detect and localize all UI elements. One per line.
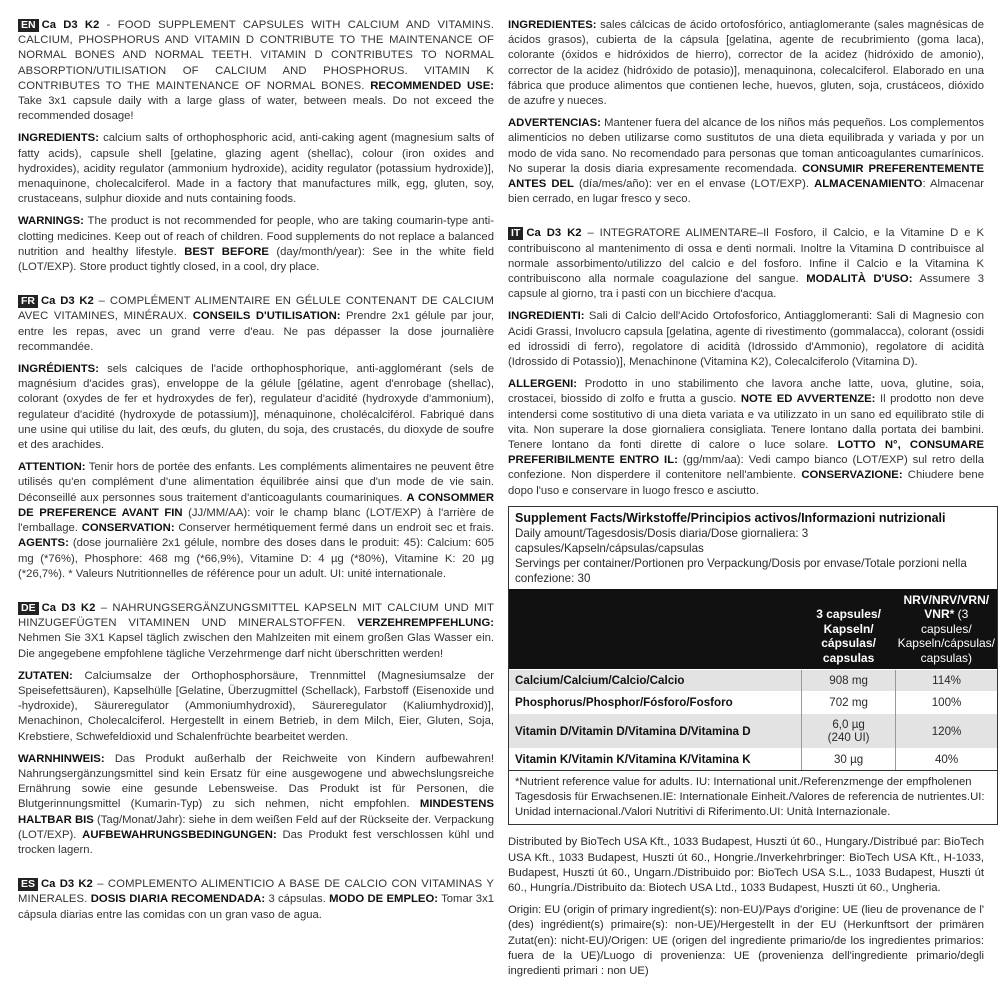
facts-header-amount: 3 capsules/ Kapseln/ cápsulas/ capsulas — [802, 589, 896, 670]
distributor-section — [508, 835, 984, 979]
en-ingredients-label: INGREDIENTS: — [18, 132, 99, 145]
es-use-label: MODO DE EMPLEO: — [329, 893, 438, 906]
en-warnings-paragraph — [18, 214, 494, 275]
it-warnings-label: NOTE ED AVVERTENZE: — [740, 393, 876, 406]
it-intro: – INTEGRATORE ALIMENTARE–Il Fosforo, il Calcio, e la Vitamine D e K contribuiscono al mantenimento di ossa e denti normali. Inoltre la Vitamina D contribuisce al normale assorbimento/utilizzo del calcio e del fosforo. Infine il Calcio e la Vitamina K contribuiscono alla normale coagulazione del sangue. — [508, 227, 984, 286]
es-ingredients-paragraph — [508, 18, 984, 109]
en-use-label: RECOMMENDED USE: — [370, 79, 494, 92]
it-use-text: Assumere 3 capsule al giorno, tra i pasti con un bicchiere d'acqua. — [508, 273, 985, 301]
fr-agents-text: (dose journalière 2x1 gélule, nombre des doses dans le produit: 45): Calcium: 605 mg (*76%), Phosphore: 468 mg (*66,9%), Vitamine D: 4 µg (*80%), Vitamine K: 20 µg (*26,7%). * Valeurs Nutritionnelles de référence pour un adult. UI: unité internationale. — [18, 537, 494, 580]
fr-ingredients-paragraph — [18, 362, 494, 453]
it-ingredients-text: Sali di Calcio dell'Acido Ortofosforico, Antiagglomeranti: Sali di Magnesio con Acidi Grassi, Involucro capsula [gelatina, agente di rivestimento (gommalacca), colorant (ossidi ed idrossidi di ferro), regolatore di acidità (Idrossido d'Ammonio), regolatore di acidità (Idrossido di Potassio)], Menachinone (Vitamina K2), Colecalciferolo (Vitamina D). — [508, 310, 984, 369]
es-warnings-paragraph — [508, 116, 984, 207]
table-row — [509, 692, 997, 714]
section-es — [508, 18, 984, 207]
de-use-text: Nehmen Sie 3X1 Kapsel täglich zwischen den Mahlzeiten mit einem großen Glas Wasser ein. Die angegebene empfohlene tägliche Verzehrmenge darf nicht überschritten werden! — [18, 632, 494, 660]
fr-conservation-text: Conserver hermétiquement fermé dans un endroit sec et frais. — [174, 522, 495, 535]
nutrient-amount-cell — [802, 714, 896, 749]
es-ingredients-text: sales cálcicas de ácido ortofosfórico, antiaglomerante (sales magnésicas de ácidos grasos), cubierta de la cápsula [gelatina, agente de recubrimiento (goma laca), colorante (óxidos e hidróxidos de hierro), corrector de la acidez (hidróxido de amonio), corrector de la acidez (hidróxido de potasio)], menaquinona, colecalciferol. Elaborado en una fábrica que produce alimentos que contienen leche, huevos, gluten, soja, crustáceos, dióxido de azufre y nueces. — [508, 19, 984, 108]
it-allergens-text: Prodotto in uno stabilimento che lavora anche latte, uova, glutine, soia, crostacei, biossido di zolfo e frutta a guscio. — [508, 378, 984, 406]
nutrient-amount: 702 mg — [802, 692, 896, 714]
es-intro-paragraph — [18, 877, 494, 923]
facts-title: Supplement Facts/Wirkstoffe/Principios activos/Informazioni nutrizionali — [515, 510, 946, 525]
lang-code-badge: DE — [18, 602, 39, 615]
fr-attention-text: Tenir hors de portée des enfants. Les compléments alimentaires ne peuvent être utilisés qu'en complément d'une alimentation équilibrée ainsi que d'un mode de vie sain. Déconseillé aux personnes sous traitement d'anticoagulants coumariniques. — [18, 461, 494, 504]
it-ingredients-paragraph — [508, 309, 984, 370]
es-dose-label: DOSIS DIARIA RECOMENDADA: — [90, 893, 266, 906]
nutrient-name: Vitamin D/Vitamin D/Vitamina D/Vitamina D — [509, 714, 802, 749]
origin-info: Origin: EU (origin of primary ingredient(s): non-EU)/Pays d'origine: UE (lieu de provenance de l' (des) ingrédient(s) primaire(s): non-UE)/Hergestellt in der EU (Herkunftsort der primären Zutat(en): nicht-EU)/Origen: UE (origen del ingrediente primario/de los ingredientes primarios: fuera de la UE)/Luogo di provenienza: UE (provenienza dell'ingrediente primario/degli ingredienti primari : non UE) — [508, 904, 984, 978]
product-name: Ca D3 K2 — [526, 227, 582, 240]
de-warnings-text: Das Produkt außerhalb der Reichweite von Kindern aufbewahren! Nahrungsergänzungsmittel sind kein Ersatz für eine ausgewogene und abwechslungsreiche Ernährung sowie eine gesunde Lebensweise. Das Produkt ist für Personen, die Blutgerinnungsmittel (Kumarin-Typ) zu sich nehmen, nicht empfohlen. — [18, 752, 494, 811]
de-warnings-paragraph — [18, 752, 494, 858]
section-es-start — [18, 877, 494, 923]
section-fr — [18, 294, 494, 582]
es-storage-label: ALMACENAMIENTO — [814, 178, 923, 191]
lang-code-badge: EN — [18, 19, 39, 32]
de-intro-paragraph — [18, 601, 494, 662]
es-dose-text: 3 cápsulas. — [265, 893, 326, 906]
de-warnings-label: WARNHINWEIS: — [18, 752, 105, 765]
fr-best-text: (JJ/MM/AA): voir le champ blanc (LOT/EXP) à l'arrière de l'emballage. — [18, 506, 494, 535]
nutrient-name: Vitamin K/Vitamin K/Vitamina K/Vitamina K — [509, 749, 802, 771]
facts-daily-amount: Daily amount/Tagesdosis/Dosis diaria/Dose giornaliera: 3 capsules/Kapseln/cápsulas/capsulas — [515, 526, 809, 555]
it-storage-label: CONSERVAZIONE: — [801, 469, 903, 482]
distributed-by: Distributed by BioTech USA Kft., 1033 Budapest, Huszti út 60., Hungary./Distribué par: BioTech USA Kft., 1033 Budapest, Huszti út 60., Hongrie./Inverkehrbringer: BioTech USA Kft., H-1033, Budapest, Huszti út 60., Ungarn./Distribuido por: BioTech USA S.L., 1033 Budapest, Huszti út 60., Hungría./Distribuito da: Biotech USA Ltd., 1033 Budapest, Huszti út 60., Ungheria. — [508, 836, 984, 894]
lang-code-badge: ES — [18, 878, 38, 891]
en-ingredients-text: calcium salts of orthophosphoric acid, anti-caking agent (magnesium salts of fatty acids), capsule shell [gelatine, glazing agent (shellac), colour (iron oxides and hydroxides), acidity regulator (ammonium hydroxide), acidity regulator (potassium hydroxide)], menaquinone, cholecalciferol. Made in a factory that manufactures milk, egg, gluten, soy, crustaceans, sulphur dioxide and nuts containing foods. — [18, 132, 494, 206]
product-name: Ca D3 K2 — [41, 878, 93, 891]
nutrient-nrv: 100% — [896, 692, 997, 714]
nutrient-amount: 908 mg — [802, 670, 896, 692]
fr-conservation-label: CONSERVATION: — [81, 522, 175, 535]
es-best-label: CONSUMIR PREFERENTEMENTE ANTES DEL — [508, 162, 985, 191]
right-column — [508, 18, 996, 986]
it-best-text: (gg/mm/aa): Vedi campo bianco (LOT/EXP) sul retro della confezione. Non disperdere il contenitore nell'ambiente. — [508, 454, 984, 482]
es-ingredients-label: INGREDIENTES: — [508, 19, 597, 31]
facts-header-nrv-bold: NRV/NRV/VRN/ VNR* — [903, 592, 990, 622]
nutrient-amount: 6,0 µg — [832, 718, 865, 732]
de-ingredients-text: Calciumsalze der Orthophosphorsäure, Trennmittel (Magnesiumsalze der Speisefettsäuren), Kapselhülle [Gelatine, Überzugmittel (Schellack), Farbstoff (Eisenoxide und -hydroxide), Säureregulator (Ammoniumhydroxid), Säureregulator (Kaliumhydroxid)], Menachinon, Cholecalciferol. Hergestellt in einem Betrieb, in dem Milch, Eier, Gluten, Soja, Krebstiere, Schwefeldioxid und Schalenfrüchte bearbeitet werden. — [18, 669, 494, 743]
facts-header-nrv — [896, 589, 997, 670]
fr-use-text: Prendre 2x1 gélule par jour, entre les repas, avec un grand verre d'eau. Ne pas dépasser la dose journalière recommandée. — [18, 310, 494, 353]
table-row — [509, 670, 997, 692]
de-storage-text: Das Produkt fest verschlossen kühl und trocken lagern. — [18, 828, 495, 856]
es-storage-text: : Almacenar bien cerrado, en lugar fresco y seco. — [508, 178, 985, 206]
es-best-text: (día/mes/año): ver en el envase (LOT/EXP). — [573, 178, 809, 191]
it-storage-text: Chiudere bene dopo l'uso e conservare in luogo fresco e asciutto. — [508, 469, 984, 497]
product-name: Ca D3 K2 — [41, 601, 96, 614]
en-ingredients-paragraph — [18, 131, 494, 207]
nutrient-name: Phosphorus/Phosphor/Fósforo/Fosforo — [509, 692, 802, 714]
it-allergens-label: ALLERGENI: — [508, 378, 578, 391]
facts-footnote: *Nutrient reference value for adults. IU: International unit./Referenzmenge der empfholenen Tagesdosis für Erwachsenen.IE: Internationale Einheit./Valores de referencia de nutrientes.UI: Unidad internacional./Valori Nutritivi di Riferimento.UI: Unità Internazionale. — [509, 770, 997, 824]
en-intro-paragraph — [18, 18, 494, 124]
de-best-label: MINDESTENS HALTBAR BIS — [18, 798, 494, 826]
nutrient-nrv: 40% — [896, 749, 997, 771]
table-row — [509, 714, 997, 749]
nutrient-amount: 30 µg — [802, 749, 896, 771]
it-warnings-text: Il prodotto non deve intendersi come sostitutivo di una dieta variata e va utilizzato in un sano ed equilibrato stile di vita. Non superare la dose giornaliera consigliata. Tenere lontano dalla portata dei bambini. Tenere lontano da fonti dirette di calore o luce solare. — [508, 393, 984, 452]
fr-attention-paragraph — [18, 460, 494, 582]
fr-intro-paragraph — [18, 294, 494, 355]
de-storage-label: AUFBEWAHRUNGSBEDINGUNGEN: — [82, 828, 277, 841]
fr-intro: – COMPLÉMENT ALIMENTAIRE EN GÉLULE CONTENANT DE CALCIUM AVEC VITAMINES, MINÉRAUX. — [18, 295, 494, 323]
facts-header-nrv-rest: (3 capsules/ Kapseln/cápsulas/ capsulas) — [897, 607, 996, 665]
facts-table — [509, 589, 997, 771]
fr-ingredients-label: INGRÉDIENTS: — [18, 363, 99, 376]
fr-use-label: CONSEILS D'UTILISATION: — [192, 310, 341, 323]
en-warnings-label: WARNINGS: — [18, 215, 84, 228]
section-de — [18, 601, 494, 858]
en-warnings-text: The product is not recommended for people, who are taking coumarin-type anti-clotting medicines. Keep out of reach of children. Food supplements do not replace a balanced nutrition and healthy lifestyle. — [18, 215, 494, 258]
it-allergens-paragraph — [508, 377, 984, 499]
de-use-label: VERZEHREMPFEHLUNG: — [357, 617, 495, 630]
nutrient-amount-iu: (240 UI) — [827, 731, 870, 745]
it-intro-paragraph — [508, 226, 984, 302]
facts-header — [509, 507, 997, 589]
fr-agents-label: AGENTS: — [18, 537, 69, 550]
section-en — [18, 18, 494, 275]
de-ingredients-paragraph — [18, 669, 494, 745]
table-row — [509, 749, 997, 771]
product-name: Ca D3 K2 — [41, 295, 94, 308]
supplement-facts-box — [508, 506, 998, 826]
en-best-text: (day/month/year): See in the white field (LOT/EXP). Store product tightly closed, in a cool, dry place. — [18, 245, 494, 274]
es-intro: – COMPLEMENTO ALIMENTICIO A BASE DE CALCIO CON VITAMINAS Y MINERALES. — [18, 878, 494, 906]
nutrient-nrv: 120% — [896, 714, 997, 749]
de-best-text: (Tag/Monat/Jahr): siehe in dem weißen Feld auf der Rückseite der. Verpackung (LOT/EXP). — [18, 813, 494, 841]
nutrient-nrv: 114% — [896, 670, 997, 692]
en-intro: - FOOD SUPPLEMENT CAPSULES WITH CALCIUM AND VITAMINS. CALCIUM, PHOSPHORUS AND VITAMIN D CONTRIBUTE TO THE MAINTENANCE OF NORMAL BONES AND NORMAL TEETH. VITAMIN D CONTRIBUTES TO NORMAL ABSORPTION/UTILISATION OF CALCIUM AND PHOSPHORUS. VITAMIN K CONTRIBUTES TO THE MAINTENANCE OF NORMAL BONES. — [18, 19, 494, 92]
de-ingredients-label: ZUTATEN: — [18, 669, 73, 682]
lang-code-badge: IT — [508, 227, 523, 240]
it-use-label: MODALITÀ D'USO: — [806, 273, 913, 286]
es-warnings-text: Mantener fuera del alcance de los niños más pequeños. Los complementos alimenticios no deben utilizarse como sustitutos de una dieta equilibrada y variada y por un modo de vida sano. No recomendado para personas que toman anticoagulantes cumarínicos. No superar la dosis diaria expresamente recomendada. — [508, 117, 984, 175]
fr-attention-label: ATTENTION: — [18, 461, 86, 474]
facts-table-header-row — [509, 589, 997, 670]
product-name: Ca D3 K2 — [41, 19, 100, 31]
es-use-text: Tomar 3x1 cápsula diarias entre las comidas con un gran vaso de agua. — [18, 893, 495, 921]
en-best-label: BEST BEFORE — [184, 245, 269, 258]
fr-best-label: A CONSOMMER DE PREFERENCE AVANT FIN — [18, 491, 494, 519]
section-it — [508, 226, 984, 498]
facts-header-blank — [509, 589, 802, 670]
fr-ingredients-text: sels calciques de l'acide orthophosphorique, anti-agglomérant (sels de magnésium d'acides gras), enveloppe de la gélule [gélatine, agent d'enrobage (shellac), colorant (oxydes de fer et hydroxydes de fer), regulateur d'acidité (hydroxyde d'ammonium), regulateur d'acidité (hydroxyde de potassium)], ménaquinone, cholécalciférol. Fabriqué dans une usine qui utilise du lait, des œufs, du gluten, du soja, des crustacés, du dioxyde de soufre et des arachides. — [18, 363, 494, 452]
es-warnings-label: ADVERTENCIAS: — [508, 117, 601, 130]
facts-servings: Servings per container/Portionen pro Verpackung/Dosis por envase/Totale porzioni nella confezione: 30 — [515, 556, 967, 585]
it-best-label: LOTTO N°, CONSUMARE PREFERIBILMENTE ENTRO IL: — [508, 439, 984, 467]
nutrient-name: Calcium/Calcium/Calcio/Calcio — [509, 670, 802, 692]
it-ingredients-label: INGREDIENTI: — [508, 310, 585, 323]
de-intro: – NAHRUNGSERGÄNZUNGSMITTEL KAPSELN MIT CALCIUM UND MIT HINZUGEFÜGTEN VITAMINEN UND MINERALSTOFFEN. — [18, 601, 494, 630]
en-use-text: Take 3x1 capsule daily with a large glass of water, between meals. Do not exceed the recommended dosage! — [18, 95, 494, 123]
lang-code-badge: FR — [18, 295, 38, 308]
left-column — [18, 18, 494, 930]
